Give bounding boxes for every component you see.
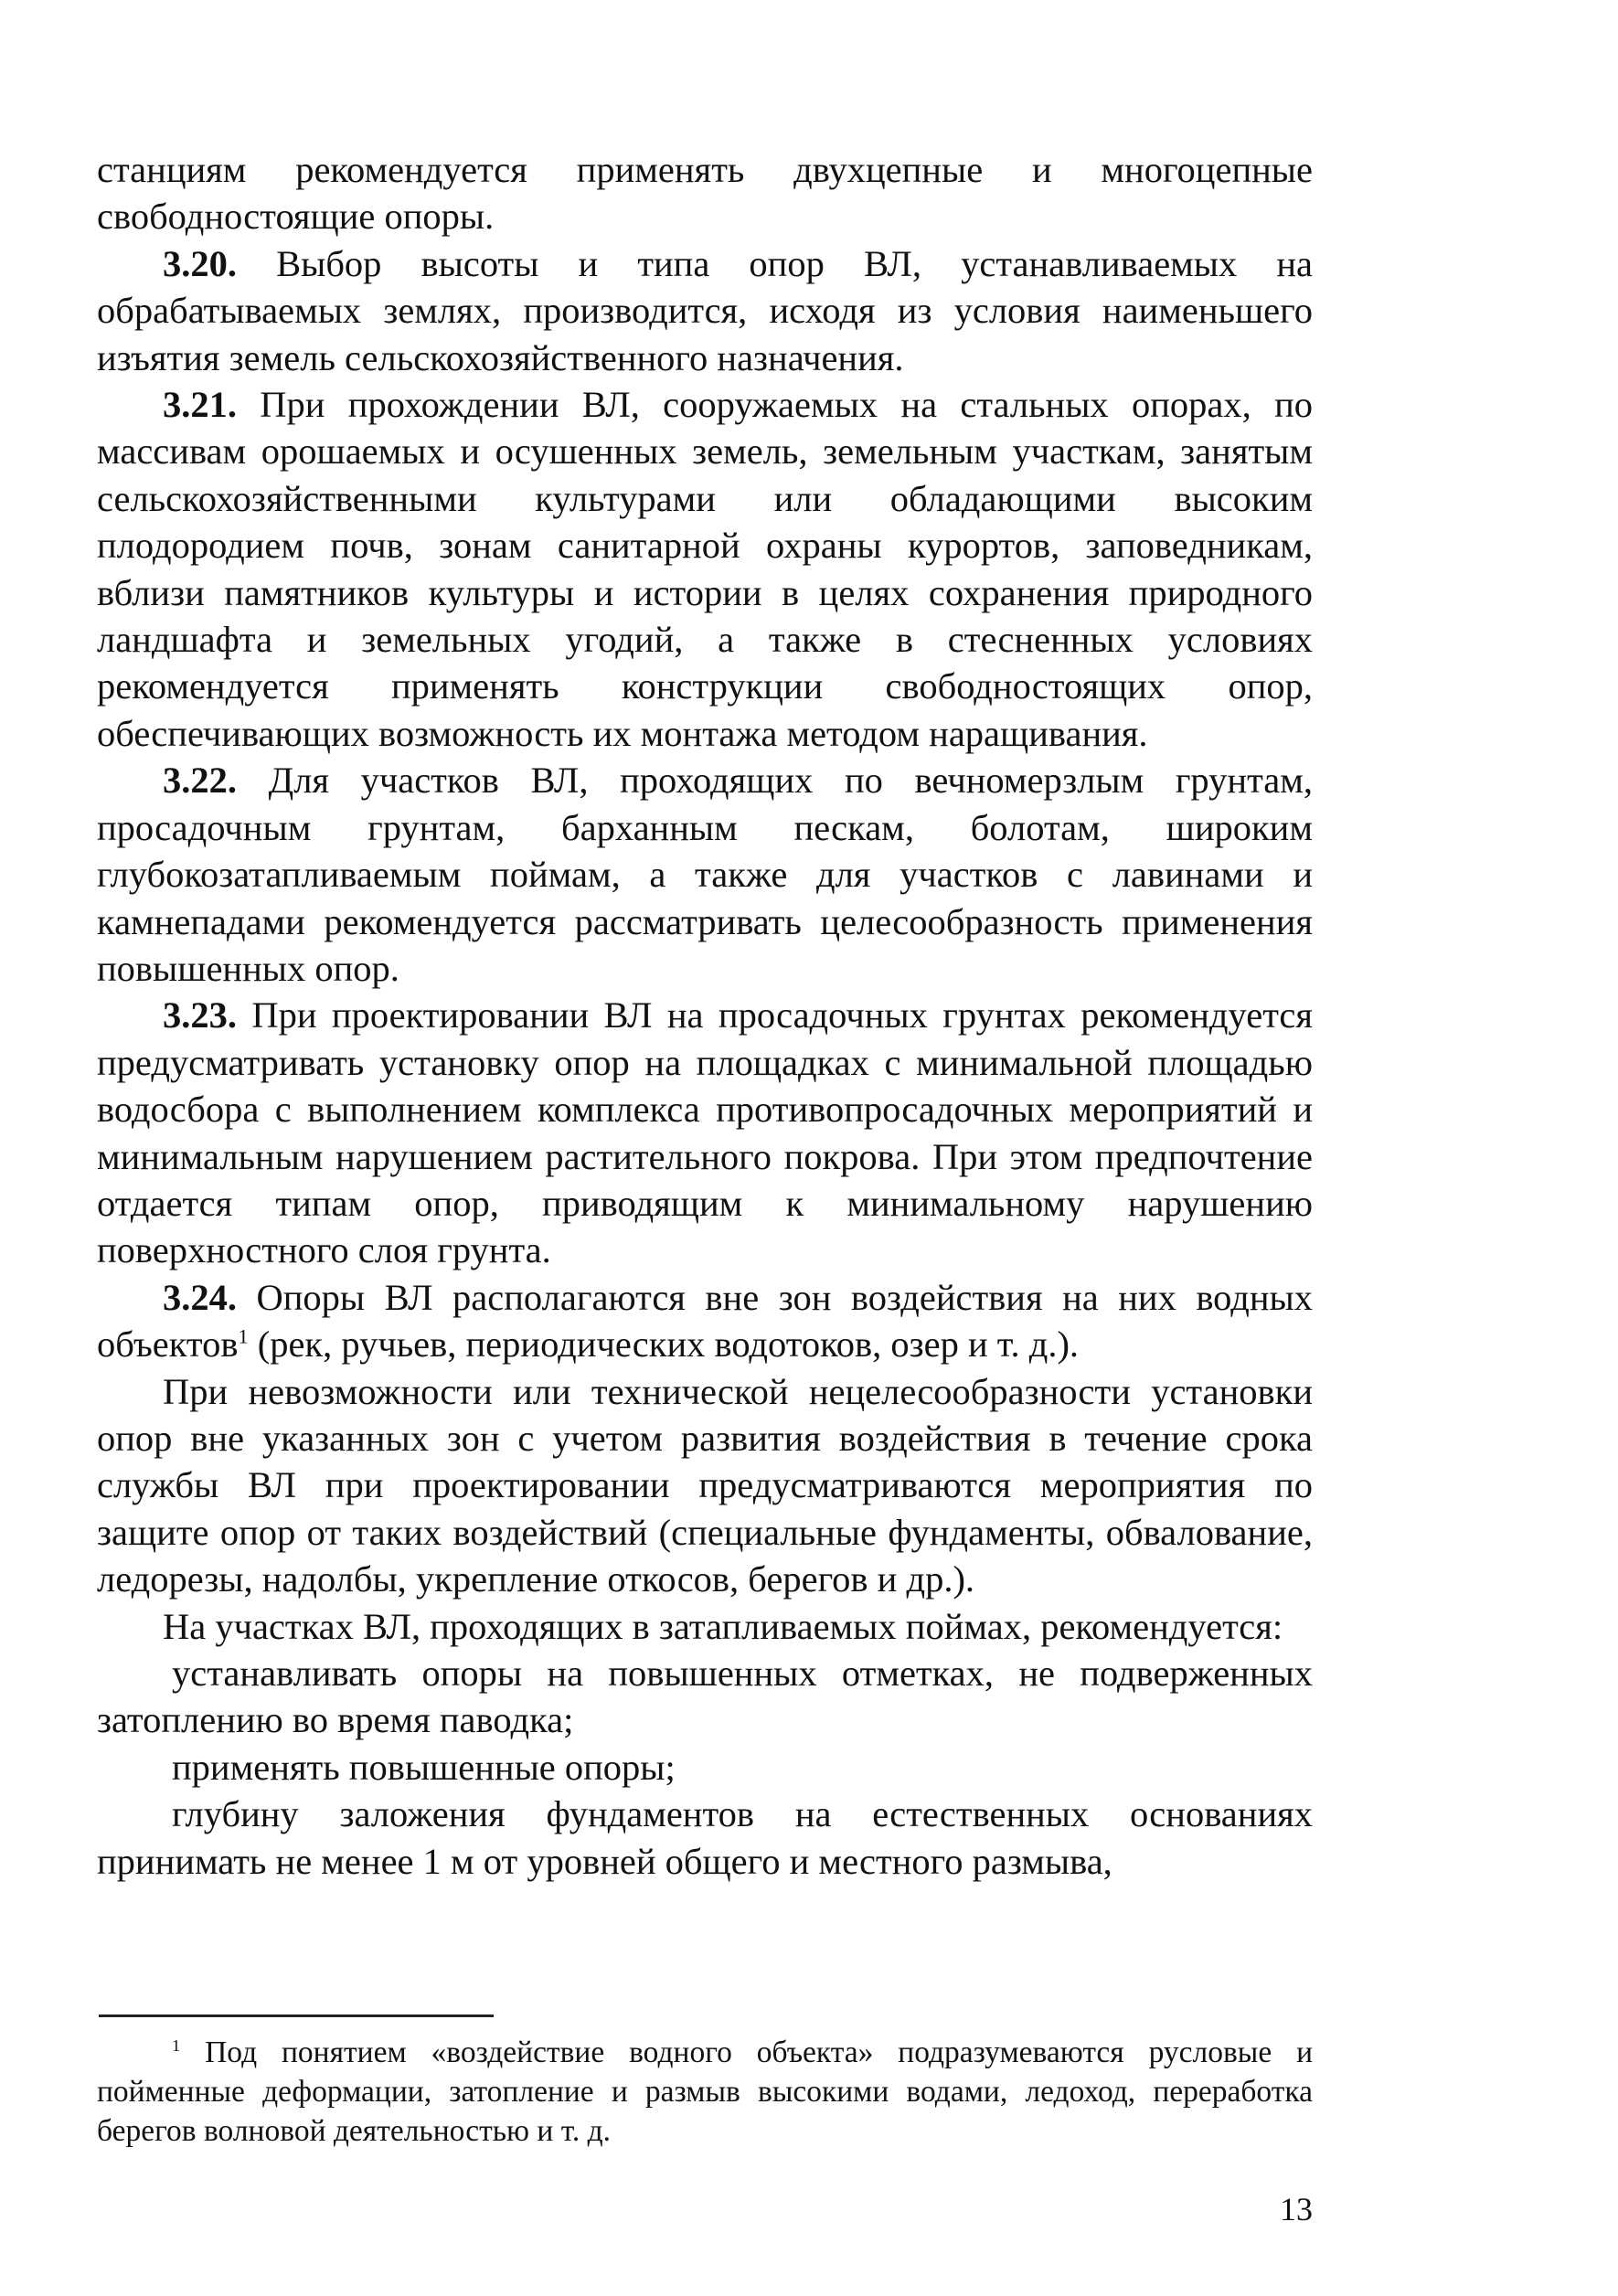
paragraph-text: При невозможности или технической нецелесообразности установки опор вне указанных зон с учетом развития воздействия в течение срока службы ВЛ при проектировании предусматриваются мероприятия по защите опор от таких воздействий (специальные фундаменты, обвалование, ледорезы, надолбы, укрепление откосов, берегов и др.).: [97, 1370, 1313, 1600]
paragraph-text: Опоры ВЛ располагаются вне зон воздействия на них водных объектов: [97, 1276, 1313, 1366]
list-item: [97, 1791, 1313, 1885]
section-number: 3.21.: [163, 384, 237, 426]
footnote-divider: [99, 2014, 494, 2017]
list-item-text: применять повышенные опоры;: [172, 1746, 676, 1788]
section-number: 3.22.: [163, 760, 237, 802]
section-number: 3.20.: [163, 242, 237, 284]
paragraph-text: Для участков ВЛ, проходящих по вечномерзлым грунтам, просадочным грунтам, барханным пескам, болотам, широким глубокозатапливаемым поймам, а также для участков с лавинами и камнепадами рекомендуется рассматривать целесообразность применения повышенных опор.: [97, 760, 1313, 989]
paragraph-3-23: [97, 992, 1313, 1273]
list-item: [97, 1650, 1313, 1744]
paragraph-continuation: [97, 146, 1313, 240]
section-number: 3.23.: [163, 994, 237, 1036]
paragraph-text-after-footnote: (рек, ручьев, периодических водотоков, озер и т. д.).: [248, 1323, 1080, 1366]
footnote-mark: 1: [172, 2036, 181, 2055]
list-item: [97, 1744, 1313, 1791]
section-number: 3.24.: [163, 1276, 237, 1318]
paragraph-3-22: [97, 757, 1313, 992]
paragraph-text: При прохождении ВЛ, сооружаемых на стальных опорах, по массивам орошаемых и осушенных земель, земельным участкам, занятым сельскохозяйственными культурами или обладающими высоким плодородием почв, зонам санитарной охраны курортов, заповедникам, вблизи памятников культуры и истории в целях сохранения природного ландшафта и земельных угодий, а также в стесненных условиях рекомендуется применять конструкции свободностоящих опор, обеспечивающих возможность их монтажа методом наращивания.: [97, 384, 1313, 754]
footnote-reference: 1: [238, 1324, 249, 1348]
footnote-text: Под понятием «воздействие водного объекта» подразумеваются русловые и пойменные деформации, затопление и размыв высокими водами, ледоход, переработка берегов волновой деятельностью и т. д.: [97, 2036, 1313, 2148]
page-number: 13: [1280, 2191, 1313, 2227]
paragraph-text: станциям рекомендуется применять двухцепные и многоцепные свободностоящие опоры.: [97, 149, 1313, 238]
footnotes: [97, 2033, 1313, 2151]
paragraph: [97, 1603, 1313, 1650]
paragraph-3-20: [97, 240, 1313, 381]
paragraph-3-24: [97, 1274, 1313, 1368]
paragraph-text: При проектировании ВЛ на просадочных грунтах рекомендуется предусматривать установку опор на площадках с минимальной площадью водосбора с выполнением комплекса противопросадочных мероприятий и минимальным нарушением растительного покрова. При этом предпочтение отдается типам опор, приводящим к минимальному нарушению поверхностного слоя грунта.: [97, 994, 1313, 1271]
main-text: [97, 146, 1313, 1885]
paragraph-text: Выбор высоты и типа опор ВЛ, устанавливаемых на обрабатываемых землях, производится, исходя из условия наименьшего изъятия земель сельскохозяйственного назначения.: [97, 242, 1313, 378]
paragraph-3-21: [97, 381, 1313, 757]
list-item-text: устанавливать опоры на повышенных отметках, не подверженных затоплению во время паводка;: [97, 1653, 1313, 1741]
list-item-text: глубину заложения фундаментов на естественных основаниях принимать не менее 1 м от уровней общего и местного размыва,: [97, 1793, 1313, 1882]
paragraph-text: На участках ВЛ, проходящих в затапливаемых поймах, рекомендуется:: [163, 1605, 1283, 1647]
paragraph: [97, 1368, 1313, 1603]
footnote: [97, 2033, 1313, 2151]
